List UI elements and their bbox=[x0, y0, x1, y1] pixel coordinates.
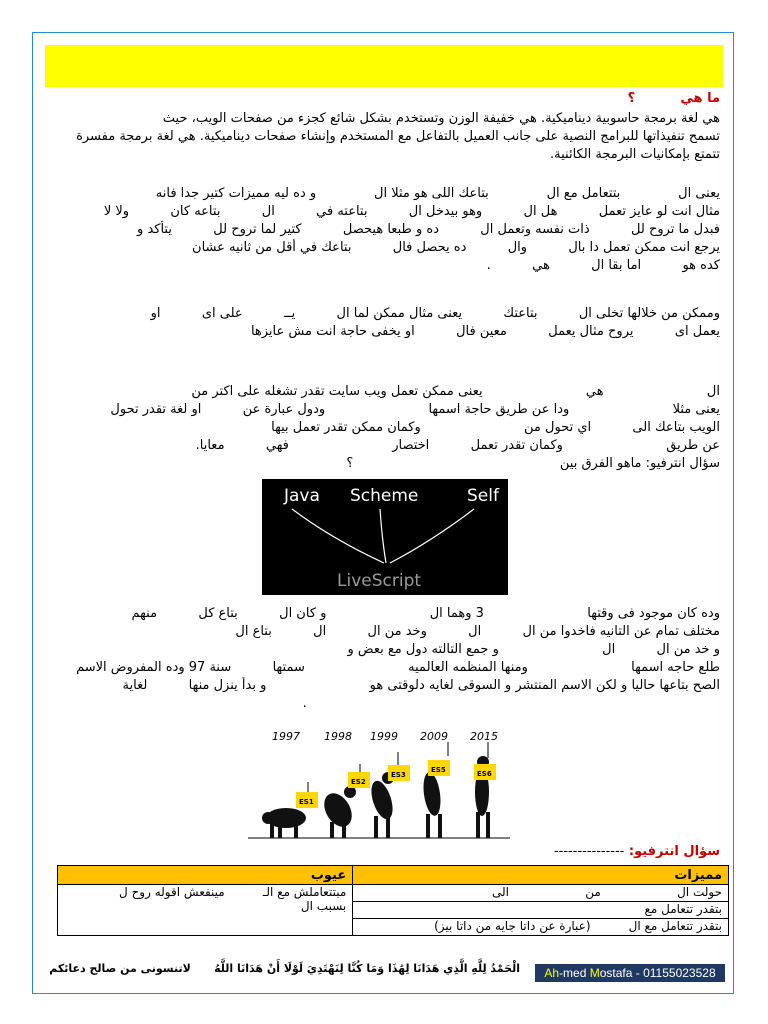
cons-line: بسبب ال bbox=[300, 899, 347, 913]
paragraph-line: وده كان موجود فى وقتها 3 وهما ال و كان ال بتاع كل منهم bbox=[131, 606, 720, 621]
pros-cons-table bbox=[57, 865, 729, 936]
author-text: ostafa - 01155023528 bbox=[599, 966, 716, 980]
evolution-year: 1999 bbox=[370, 730, 398, 743]
paragraph-line: تسمح تنفيذاتها للبرامج النصية على جانب العميل بالتفاعل مع المستخدم وإنشاء صفحات ديناميكية. هي لغة برمجة مفسرة bbox=[76, 129, 720, 144]
diagram-label-self: Self bbox=[467, 486, 499, 506]
section-heading: ما هي ؟ bbox=[627, 91, 720, 106]
es-version-label: ES3 bbox=[391, 771, 406, 779]
paragraph-line: مثال انت لو عايز تعمل هل ال وهو بيدخل ال بتاعته في ال بتاعه كان ولا لا bbox=[103, 204, 720, 219]
ape-figure-1 bbox=[262, 808, 306, 838]
answer-dashes: --------------- bbox=[553, 844, 625, 859]
paragraph-line: يرجع انت ممكن تعمل دا بال وال ده يحصل فال بتاعك في أقل من ثانيه عشان bbox=[192, 240, 720, 255]
paragraph-line: الويب بتاعك الى اي تحول من وكمان ممكن تقدر تعمل بيها bbox=[271, 420, 720, 435]
paragraph-line: تتمتع بإمكانيات البرمجة الكائنية. bbox=[550, 147, 720, 162]
pros-cell: بتقدر تتعامل مع bbox=[353, 902, 729, 919]
diagram-arrow-scheme bbox=[380, 509, 386, 563]
intro-paragraph bbox=[38, 110, 720, 164]
author-highlight: Ah bbox=[544, 966, 560, 980]
footer-dua: لاتنسونى من صالح دعائكم bbox=[49, 962, 191, 975]
hominid-figure-3 bbox=[367, 772, 396, 838]
pros-header: مميزات bbox=[353, 866, 729, 885]
evolution-year: 1998 bbox=[324, 730, 352, 743]
evolution-year: 2009 bbox=[420, 730, 448, 743]
paragraph-line: الصح بتاعها حاليا و لكن الاسم المنتشر و السوقى لغايه دلوقتى هو و بدأ ينزل منها لغاية bbox=[122, 678, 720, 693]
diagram-label-scheme: Scheme bbox=[350, 486, 419, 506]
cons-cell bbox=[58, 885, 353, 936]
footer-verse: الْحَمْدُ لِلَّهِ الَّذِي هَدَانَا لِهَٰذَا وَمَا كُنَّا لِنَهْتَدِيَ لَوْلَا أَنْ هَدَانَا اللَّهُ bbox=[214, 962, 520, 975]
author-highlight: M bbox=[589, 966, 600, 980]
paragraph-line: ال هي يعنى ممكن تعمل ويب سايت تقدر تشغله على اكتر من bbox=[191, 384, 720, 399]
es-version-label: ES2 bbox=[351, 778, 366, 786]
es-version-label: ES5 bbox=[431, 766, 446, 774]
explanation-paragraph bbox=[38, 185, 720, 275]
author-badge bbox=[535, 964, 725, 982]
paragraph-line: كده هو اما بقا ال هي . bbox=[486, 258, 720, 273]
evolution-year: 1997 bbox=[272, 730, 300, 743]
dom-paragraph bbox=[38, 305, 720, 341]
paragraph-line: يعمل اى يروح مثال يعمل معين فال او يخفى حاجة انت مش عايزها bbox=[250, 324, 720, 339]
paragraph-line: يعنى مثلا ودا عن طريق حاجة اسمها ودول عبارة عن او لغة تقدر تحول bbox=[110, 402, 720, 417]
livescript-origin-diagram bbox=[262, 479, 508, 595]
pros-cell: حولت ال من الى bbox=[353, 885, 729, 902]
pros-cell: بتقدر تتعامل مع ال (عبارة عن داتا جايه من داتا بيز) bbox=[353, 919, 729, 936]
paragraph-line: طلع حاجه اسمها ومنها المنظمه العالميه سمتها سنة 97 وده المفروض الاسم bbox=[76, 660, 720, 675]
paragraph-line: و خد من ال ال و جمع التالته دول مع بعض و bbox=[347, 642, 720, 657]
evolution-year: 2015 bbox=[470, 730, 498, 743]
paragraph-line: هي لغة برمجة حاسوبية ديناميكية. هي خفيفة الوزن وتستخدم بشكل شائع كجزء من صفحات الويب، حيث bbox=[162, 111, 720, 126]
paragraph-line: يعنى ال بتتعامل مع ال بتاعك اللى هو مثلا ال و ده ليه مميزات كتير جدا فانه bbox=[155, 186, 720, 201]
diagram-label-java: Java bbox=[284, 486, 320, 506]
paragraph-line: . bbox=[302, 696, 720, 711]
diagram-result-label: LiveScript bbox=[337, 571, 422, 591]
author-text: -med bbox=[559, 966, 590, 980]
interview-label: سؤال انترفيو: bbox=[628, 844, 720, 859]
cons-header: عيوب bbox=[58, 866, 353, 885]
title-highlight-bar bbox=[45, 45, 723, 87]
paragraph-line bbox=[38, 365, 720, 383]
paragraph-line: وممكن من خلالها تخلى ال بتاعتك يعنى مثال ممكن لما ال يــ على اى او bbox=[150, 306, 720, 321]
platform-paragraph bbox=[38, 365, 720, 473]
es-version-label: ES1 bbox=[299, 798, 314, 806]
es-version-label: ES6 bbox=[477, 770, 492, 778]
paragraph-line: عن طريق وكمان تقدر تعمل اختصار فهي معايا. bbox=[195, 438, 720, 453]
ape-figure-2 bbox=[319, 786, 358, 838]
cons-line: مبتتعاملش مع الـ مينفعش اقوله روح ل bbox=[119, 885, 347, 899]
interview-question bbox=[50, 844, 720, 859]
paragraph-line: سؤال انترفيو: ماهو الفرق بين ؟ bbox=[346, 456, 720, 471]
history-paragraph bbox=[38, 605, 720, 713]
paragraph-line: فبدل ما تروح لل ذات نفسه وتعمل ال ده و طبعا هيحصل كتير لما تروح لل يتأكد و bbox=[137, 222, 720, 237]
diagram-arrow-java bbox=[292, 509, 384, 563]
es-evolution-illustration bbox=[248, 722, 510, 844]
paragraph-line: مختلف تمام عن التانيه فاخدوا من ال ال وخد من ال ال بتاع ال bbox=[235, 624, 720, 639]
diagram-arrow-self bbox=[390, 509, 474, 563]
